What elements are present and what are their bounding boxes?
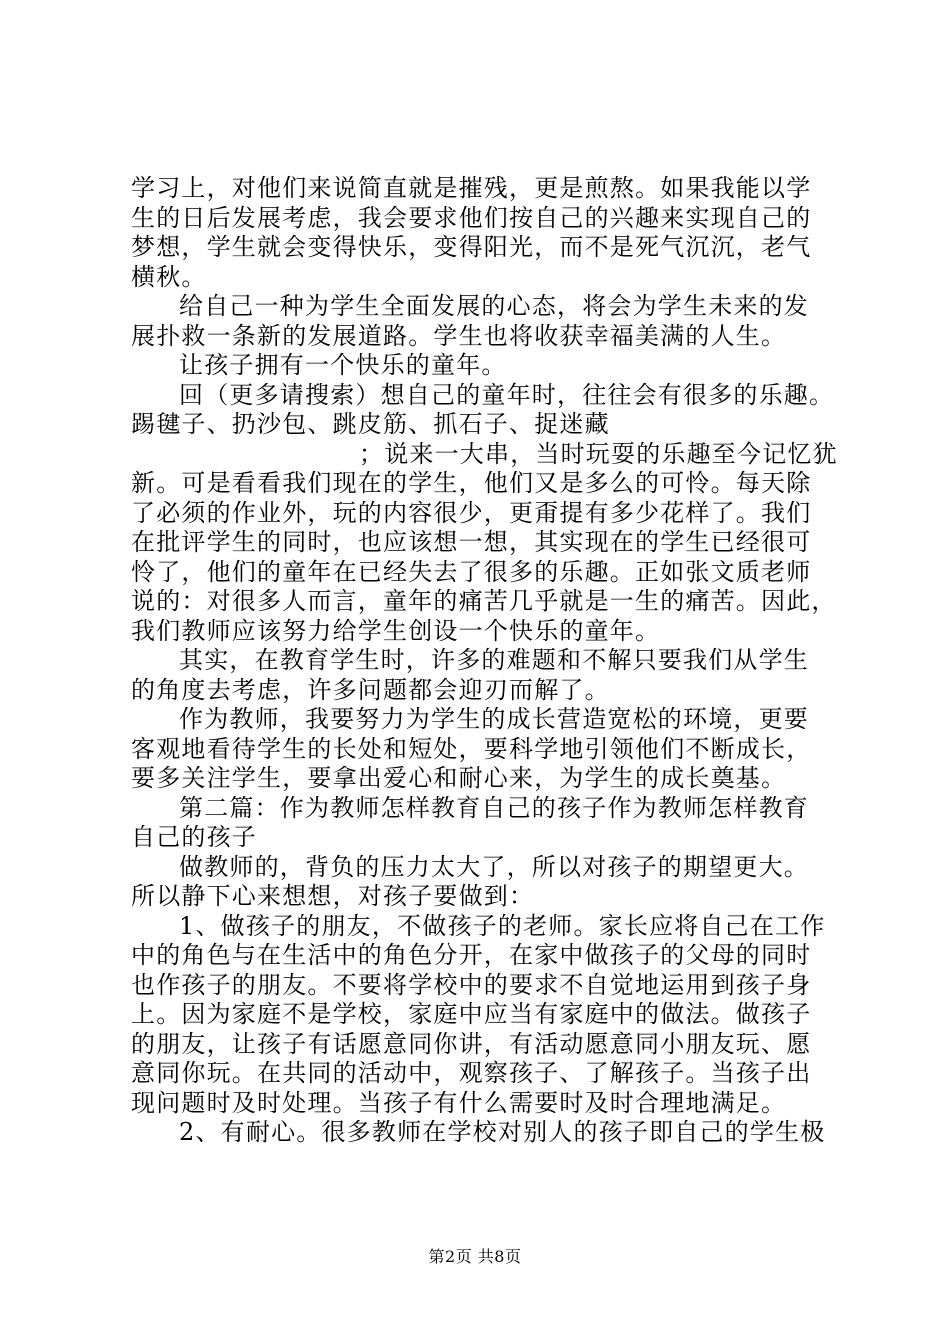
text-line: 怜了，他们的童年在已经失去了很多的乐趣。正如张文质老师 [131,557,812,586]
text-line: 的朋友，让孩子有话愿意同你讲，有活动愿意同小朋友玩、愿 [131,1029,812,1058]
text-line: 作为教师，我要努力为学生的成长营造宽松的环境，更要 [179,705,809,733]
text-line: 第二篇：作为教师怎样教育自己的孩子作为教师怎样教育 [179,793,809,822]
text-line: 学习上，对他们来说简直就是摧残，更是煎熬。如果我能以学 [131,174,812,202]
text-line: ；说来一大串，当时玩耍的乐趣至今记忆犹 [359,439,838,468]
body-text [131,174,838,1148]
page-number: 第2页 共8页 [428,1247,522,1266]
text-line: 在批评学生的同时，也应该想一想，其实现在的学生已经很可 [131,528,812,556]
text-line: 了必须的作业外，玩的内容很少，更甭提有多少花样了。我们 [131,498,812,527]
text-line: 意同你玩。在共同的活动中，观察孩子、了解孩子。当孩子出 [131,1059,812,1087]
text-line: 也作孩子的朋友。不要将学校中的要求不自觉地运用到孩子身 [131,970,812,999]
text-line: 横秋。 [131,262,207,291]
text-line: 让孩子拥有一个快乐的童年。 [179,351,507,379]
text-line: 展扑救一条新的发展道路。学生也将收获幸福美满的人生。 [131,321,787,350]
text-line: 中的角色与在生活中的角色分开，在家中做孩子的父母的同时 [131,941,812,969]
text-line: 客观地看待学生的长处和短处，要科学地引领他们不断成长， [131,734,812,763]
text-line: 1、做孩子的朋友，不做孩子的老师。家长应将自己在工作 [179,911,826,940]
text-line: 要多关注学生，要拿出爱心和耐心来，为学生的成长奠基。 [131,764,787,792]
text-line: 梦想，学生就会变得快乐，变得阳光，而不是死气沉沉，老气 [131,233,812,261]
text-line: 新。可是看看我们现在的学生，他们又是多么的可怜。每天除 [131,469,812,497]
text-line: 说的：对很多人而言，童年的痛苦几乎就是一生的痛苦。因此， [131,587,837,615]
text-line: 做教师的，背负的压力太大了，所以对孩子的期望更大。 [179,852,809,881]
text-line: 的角度去考虑，许多问题都会迎刃而解了。 [131,675,610,704]
text-line: 其实，在教育学生时，许多的难题和不解只要我们从学生 [179,646,809,674]
text-line: 所以静下心来想想，对孩子要做到： [131,882,535,910]
text-line: 给自己一种为学生全面发展的心态，将会为学生未来的发 [179,292,809,320]
text-line: 我们教师应该努力给学生创设一个快乐的童年。 [131,616,661,645]
text-line: 上。因为家庭不是学校，家庭中应当有家庭中的做法。做孩子 [131,1000,812,1028]
text-line: 生的日后发展考虑，我会要求他们按自己的兴趣来实现自己的 [131,203,812,232]
text-line: 踢毽子、扔沙包、跳皮筋、抓石子、捉迷藏 [131,410,610,438]
text-line: 2、有耐心。很多教师在学校对别人的孩子即自己的学生极 [179,1118,826,1146]
text-line: 自己的孩子 [131,823,257,851]
text-line: 现问题时及时处理。当孩子有什么需要时及时合理地满足。 [131,1088,787,1117]
text-line: 回（更多请搜索）想自己的童年时，往往会有很多的乐趣。 [179,380,835,409]
